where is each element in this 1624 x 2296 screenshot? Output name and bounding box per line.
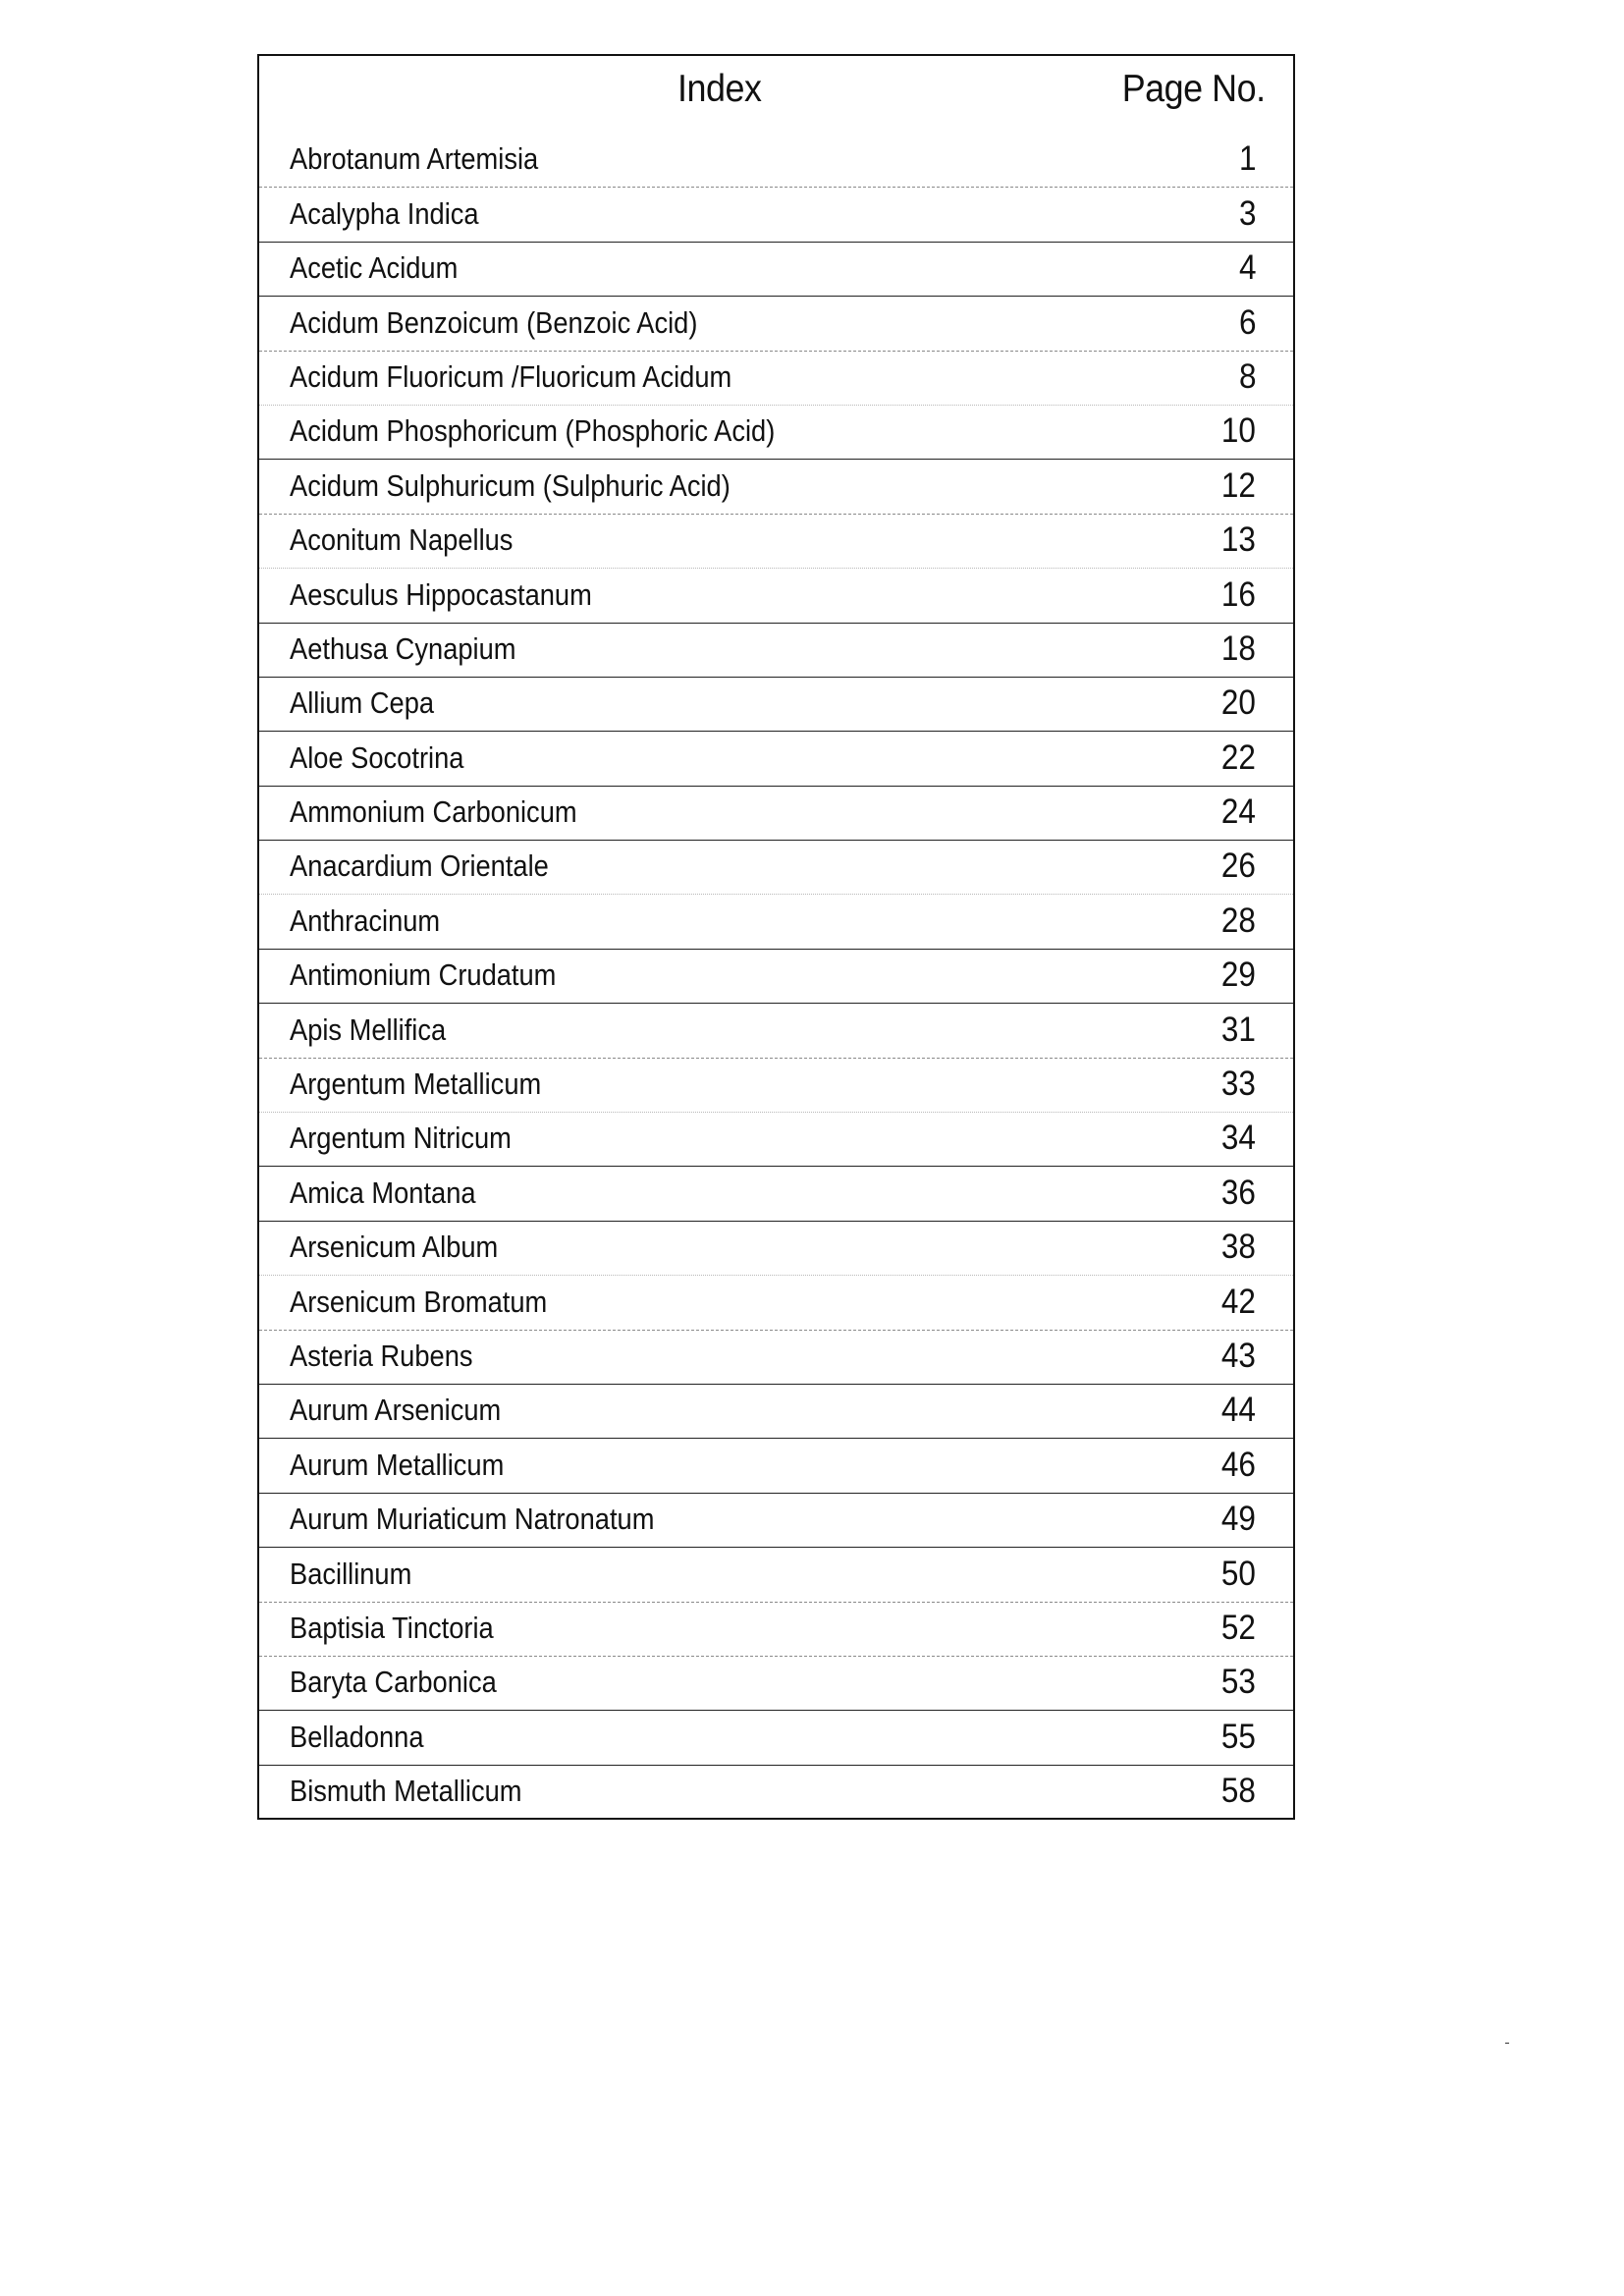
index-row: [259, 1113, 1293, 1167]
remedy-name: Arsenicum Album: [290, 1230, 499, 1265]
page-number: 8: [1238, 356, 1256, 396]
page-number: 31: [1220, 1010, 1256, 1049]
remedy-name: Baptisia Tinctoria: [290, 1610, 494, 1645]
remedy-name: Aurum Muriaticum Natronatum: [290, 1502, 655, 1537]
remedy-name: Belladonna: [290, 1719, 424, 1754]
index-row: [259, 950, 1293, 1004]
page-number: 43: [1220, 1336, 1256, 1375]
remedy-name: Argentum Metallicum: [290, 1066, 542, 1102]
index-row: [259, 895, 1293, 949]
page-number: 55: [1220, 1717, 1256, 1756]
index-title: Index: [677, 68, 762, 110]
remedy-name: Acidum Fluoricum /Fluoricum Acidum: [290, 358, 732, 394]
page-number: 16: [1220, 574, 1256, 614]
remedy-name: Aurum Metallicum: [290, 1447, 505, 1482]
remedy-name: Aethusa Cynapium: [290, 630, 516, 666]
page-number: 6: [1238, 302, 1256, 342]
index-row: [259, 1222, 1293, 1276]
page-number: 13: [1220, 520, 1256, 560]
page-number: 52: [1220, 1608, 1256, 1647]
page-number: 49: [1220, 1500, 1256, 1539]
remedy-name: Anthracinum: [290, 902, 441, 938]
page-number: 50: [1220, 1554, 1256, 1593]
remedy-name: Aconitum Napellus: [290, 522, 514, 558]
remedy-name: Aesculus Hippocastanum: [290, 576, 592, 612]
remedy-name: Acalypha Indica: [290, 195, 479, 231]
index-row: [259, 188, 1293, 242]
index-row: [259, 732, 1293, 786]
page-number: 28: [1220, 901, 1256, 940]
page-number: 20: [1220, 683, 1256, 723]
page-number: 3: [1238, 193, 1256, 233]
page-number: 53: [1220, 1663, 1256, 1702]
page-number: 58: [1220, 1772, 1256, 1811]
index-row: [259, 1059, 1293, 1113]
remedy-name: Acidum Phosphoricum (Phosphoric Acid): [290, 413, 776, 449]
page-number: 42: [1220, 1282, 1256, 1321]
page-number: 18: [1220, 629, 1256, 668]
page-number: 44: [1220, 1391, 1256, 1430]
page-number: 36: [1220, 1173, 1256, 1212]
remedy-name: Aurum Arsenicum: [290, 1393, 502, 1428]
page-number: 46: [1220, 1445, 1256, 1484]
remedy-name: Asteria Rubens: [290, 1338, 473, 1373]
page-number: 22: [1220, 738, 1256, 777]
remedy-name: Acidum Benzoicum (Benzoic Acid): [290, 304, 698, 340]
page-number: 26: [1220, 847, 1256, 886]
scan-artifact-mark: [1505, 2043, 1509, 2044]
index-row: [259, 1385, 1293, 1439]
index-row: [259, 297, 1293, 351]
page-number: 29: [1220, 956, 1256, 995]
remedy-name: Argentum Nitricum: [290, 1121, 512, 1156]
remedy-name: Antimonium Crudatum: [290, 957, 557, 993]
remedy-name: Amica Montana: [290, 1175, 476, 1210]
index-table: [257, 54, 1295, 1820]
remedy-name: Allium Cepa: [290, 685, 435, 721]
index-row: [259, 1439, 1293, 1493]
page-number: 38: [1220, 1228, 1256, 1267]
index-row: [259, 624, 1293, 678]
page-number: 12: [1220, 465, 1256, 505]
index-row: [259, 406, 1293, 460]
index-row: [259, 1657, 1293, 1711]
page-number: 24: [1220, 793, 1256, 832]
index-row: [259, 1331, 1293, 1385]
index-list: [259, 134, 1293, 1820]
index-row: [259, 1548, 1293, 1602]
remedy-name: Acidum Sulphuricum (Sulphuric Acid): [290, 467, 731, 503]
remedy-name: Arsenicum Bromatum: [290, 1284, 548, 1319]
remedy-name: Bacillinum: [290, 1556, 412, 1591]
index-row: [259, 1711, 1293, 1765]
remedy-name: Abrotanum Artemisia: [290, 141, 539, 177]
index-row: [259, 841, 1293, 895]
remedy-name: Acetic Acidum: [290, 250, 459, 286]
index-row: [259, 1494, 1293, 1548]
page-number: 4: [1238, 248, 1256, 288]
index-row: [259, 515, 1293, 569]
remedy-name: Anacardium Orientale: [290, 848, 549, 884]
index-row: [259, 460, 1293, 514]
index-row: [259, 1167, 1293, 1221]
page-number-column-label: Page No.: [1122, 68, 1266, 110]
index-row: [259, 678, 1293, 732]
index-header: [259, 56, 1293, 135]
remedy-name: Bismuth Metallicum: [290, 1774, 522, 1809]
index-row: [259, 1004, 1293, 1058]
remedy-name: Aloe Socotrina: [290, 739, 464, 775]
index-row: [259, 569, 1293, 623]
index-row: [259, 243, 1293, 297]
index-row: [259, 352, 1293, 406]
remedy-name: Ammonium Carbonicum: [290, 794, 577, 830]
index-row: [259, 1603, 1293, 1657]
page-number: 33: [1220, 1065, 1256, 1104]
remedy-name: Baryta Carbonica: [290, 1665, 497, 1700]
index-row: [259, 787, 1293, 841]
page-number: 1: [1238, 139, 1256, 179]
page-number: 34: [1220, 1119, 1256, 1158]
page-number: 10: [1220, 411, 1256, 451]
remedy-name: Apis Mellifica: [290, 1011, 447, 1047]
index-row: [259, 1276, 1293, 1330]
index-row: [259, 1766, 1293, 1820]
index-row: [259, 134, 1293, 188]
